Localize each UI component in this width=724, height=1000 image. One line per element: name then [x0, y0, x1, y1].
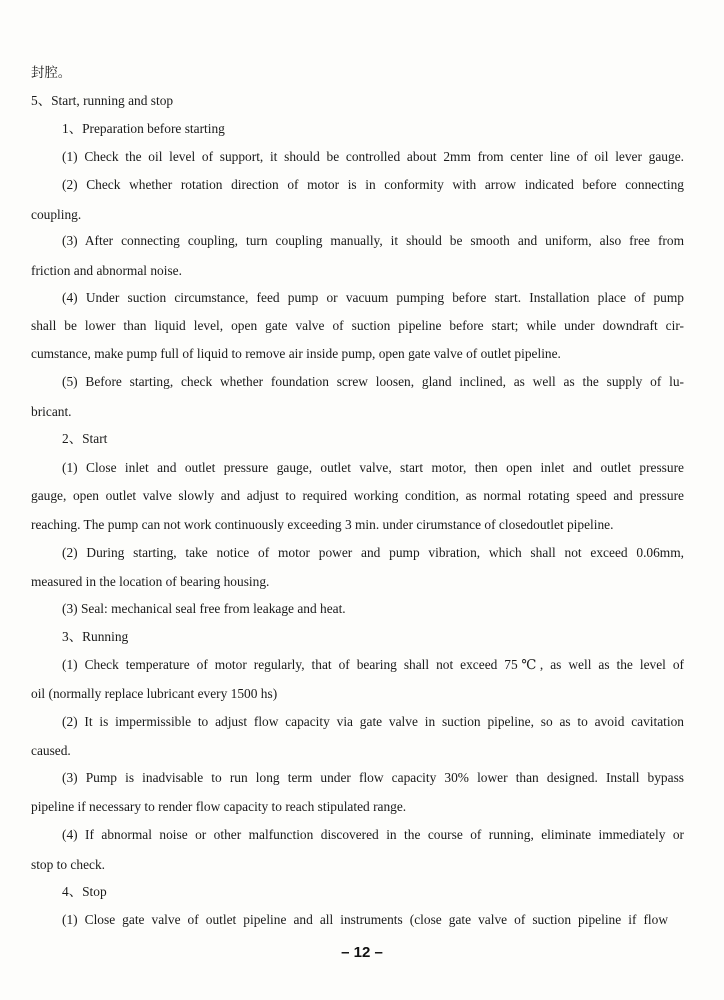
paragraph-line: (1) Check the oil level of support, it should be controlled about 2mm from center line of oil lever gauge. — [62, 149, 684, 164]
paragraph-line: (1) Close gate valve of outlet pipeline and all instruments (close gate valve of suction pipeline if flow — [62, 912, 668, 927]
paragraph-line: bricant. — [31, 404, 72, 419]
paragraph-line: (2) Check whether rotation direction of motor is in conformity with arrow indicated before connecting — [62, 177, 684, 192]
page-number: – 12 – — [341, 944, 383, 961]
paragraph-line: gauge, open outlet valve slowly and adjust to required working condition, as normal rotating speed and pressure — [31, 488, 684, 503]
paragraph-line: coupling. — [31, 207, 82, 222]
paragraph-line: (3) After connecting coupling, turn coupling manually, it should be smooth and uniform, also free from — [62, 233, 684, 248]
paragraph-line: (4) If abnormal noise or other malfunction discovered in the course of running, eliminate immediately or — [62, 827, 684, 842]
paragraph-line: (4) Under suction circumstance, feed pump or vacuum pumping before start. Installation place of pump — [62, 290, 684, 305]
paragraph-line: cumstance, make pump full of liquid to remove air inside pump, open gate valve of outlet pipeline. — [31, 346, 561, 361]
subsection-heading: 1、Preparation before starting — [62, 121, 225, 136]
paragraph-line: (2) During starting, take notice of motor power and pump vibration, which shall not exceed 0.06mm, — [62, 545, 684, 560]
subsection-heading: 2、Start — [62, 431, 108, 446]
text-line: 封腔。 — [31, 65, 72, 80]
paragraph-line: caused. — [31, 743, 71, 758]
paragraph-line: (3) Seal: mechanical seal free from leakage and heat. — [62, 601, 346, 616]
subsection-heading: 4、Stop — [62, 884, 107, 899]
paragraph-line: measured in the location of bearing housing. — [31, 574, 270, 589]
paragraph-line: (1) Check temperature of motor regularly, that of bearing shall not exceed 75℃, as well as the level of — [62, 657, 684, 672]
paragraph-line: pipeline if necessary to render flow capacity to reach stipulated range. — [31, 799, 407, 814]
paragraph-line: oil (normally replace lubricant every 1500 hs) — [31, 686, 278, 701]
paragraph-line: shall be lower than liquid level, open gate valve of suction pipeline before start; while under downdraft cir- — [31, 318, 684, 333]
section-heading: 5、Start, running and stop — [31, 93, 174, 108]
paragraph-line: friction and abnormal noise. — [31, 263, 182, 278]
subsection-heading: 3、Running — [62, 629, 129, 644]
paragraph-line: (2) It is impermissible to adjust flow capacity via gate valve in suction pipeline, so as to avoid cavitation — [62, 714, 684, 729]
paragraph-line: (1) Close inlet and outlet pressure gauge, outlet valve, start motor, then open inlet and outlet pressure — [62, 460, 684, 475]
paragraph-line: (3) Pump is inadvisable to run long term under flow capacity 30% lower than designed. Install bypass — [62, 770, 684, 785]
paragraph-line: stop to check. — [31, 857, 106, 872]
paragraph-line: reaching. The pump can not work continuously exceeding 3 min. under cirumstance of closedoutlet pipeline. — [31, 517, 614, 532]
paragraph-line: (5) Before starting, check whether foundation screw loosen, gland inclined, as well as the supply of lu- — [62, 374, 684, 389]
